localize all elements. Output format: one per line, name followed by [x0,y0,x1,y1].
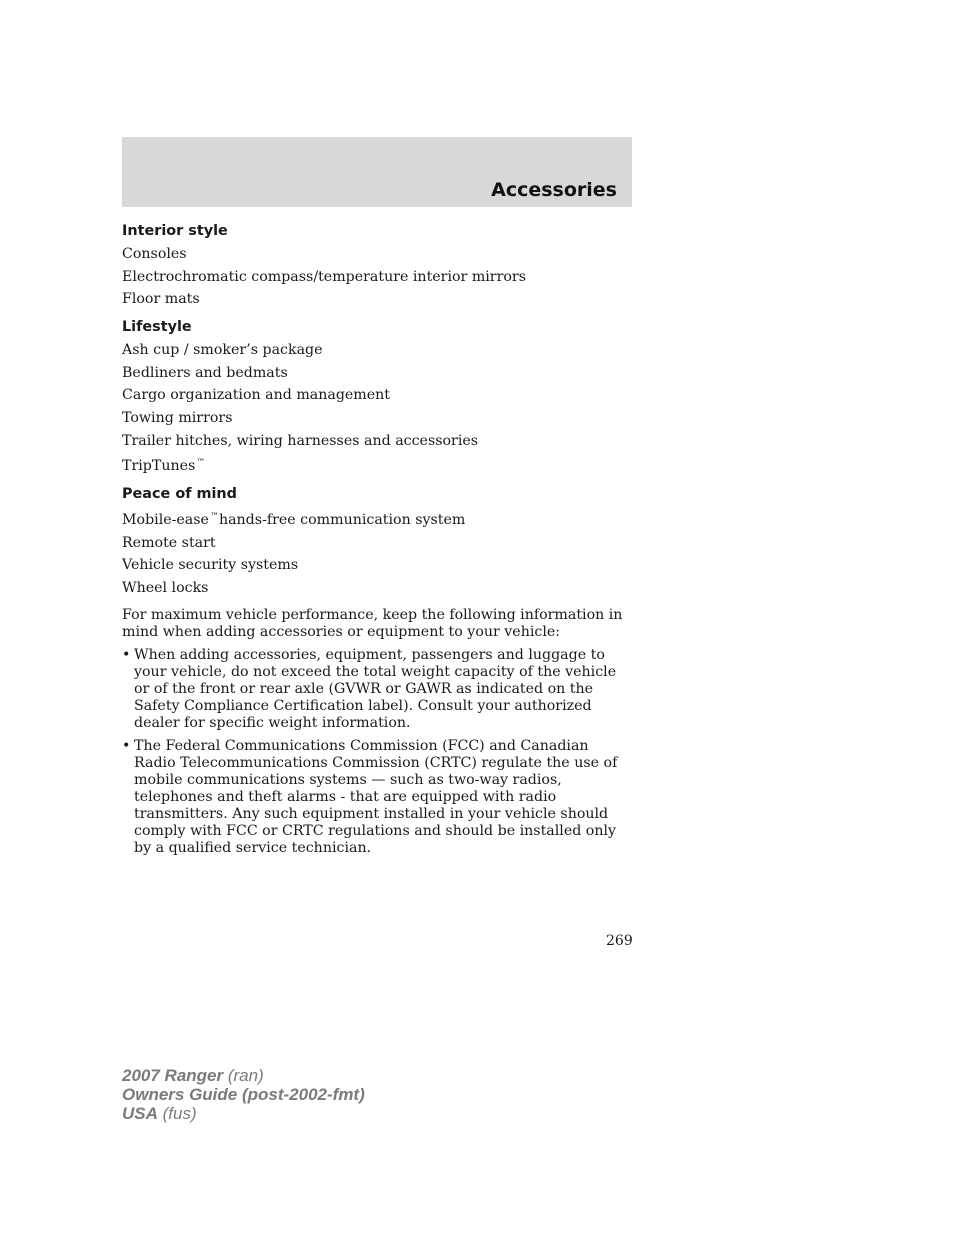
group-heading: Peace of mind [122,486,237,503]
intro-paragraph: For maximum vehicle performance, keep the following information in mind when adding accessories or equipment to your vehicle: [122,606,623,640]
footer-line [122,1066,365,1085]
item-text: Mobile-ease [122,512,209,529]
footer-model-code: (ran) [227,1066,264,1085]
list-item [122,509,632,529]
item-text: hands-free communication system [218,512,466,529]
trademark-icon: ™ [196,458,206,469]
list-item: Electrochromatic compass/temperature interior mirrors [122,268,526,285]
list-item: Wheel locks [122,579,209,596]
section-header-band [122,137,632,207]
item-text: TripTunes [122,458,196,475]
bullet-icon: • [122,646,131,663]
list-item: Vehicle security systems [122,557,299,574]
bullet-icon: • [122,737,131,754]
group-peace-of-mind [122,485,632,597]
bullet-text: When adding accessories, equipment, passengers and luggage to your vehicle, do not exceed the total weight capacity of the vehicle or of the front or rear axle (GVWR or GAWR as indicated on the Safety Compliance Certification label). Consult your authorized dealer for specific weight information. [134,646,617,731]
list-item: Cargo organization and management [122,387,390,404]
bullet-item [122,738,632,857]
group-interior-style [122,222,632,308]
trademark-icon: ™ [209,512,219,523]
group-heading: Lifestyle [122,319,192,336]
document-footer [122,1066,365,1123]
list-item: Consoles [122,246,187,262]
list-item: Trailer hitches, wiring harnesses and accessories [122,432,479,449]
footer-line [122,1104,365,1123]
list-item: Towing mirrors [122,409,233,426]
list-item: Remote start [122,534,216,551]
footer-line [122,1085,365,1104]
list-item: Bedliners and bedmats [122,364,288,381]
page-content [122,222,632,863]
footer-model: 2007 Ranger [122,1066,224,1085]
list-item [122,455,632,475]
footer-market: USA [122,1104,158,1123]
group-lifestyle [122,318,632,475]
list-item: Floor mats [122,291,200,308]
footer-guide: Owners Guide (post-2002-fmt) [122,1085,365,1104]
group-heading: Interior style [122,223,228,239]
bullet-list [122,647,632,857]
footer-market-code: (fus) [162,1104,197,1123]
bullet-item [122,647,632,732]
section-title: Accessories [491,179,617,201]
list-item: Ash cup / smoker’s package [122,342,323,359]
bullet-text: The Federal Communications Commission (FCC) and Canadian Radio Telecommunications Commission (CRTC) regulate the use of mobile communications systems — such as two-way radios, telephones and theft alarms - that are equipped with radio transmitters. Any such equipment installed in your vehicle should comply with FCC or CRTC regulations and should be installed only by a qualified service technician. [134,737,618,856]
page-number: 269 [606,933,633,949]
